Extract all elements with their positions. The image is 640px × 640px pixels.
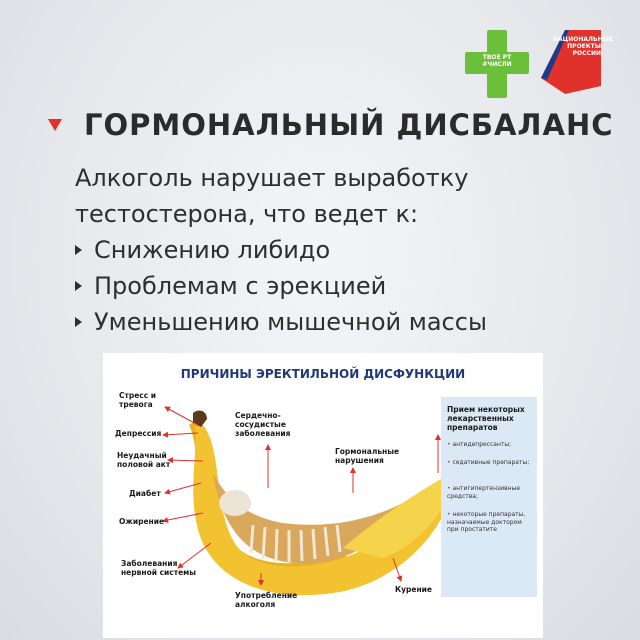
medication-box-header: Прием некоторых лекарственных препаратов [447, 405, 525, 432]
bullet-triangle-icon [75, 281, 82, 291]
body-text [75, 160, 595, 340]
bullet-item: Проблемам с эрекцией [75, 268, 595, 304]
logos [465, 30, 613, 100]
national-projects-logo [535, 30, 613, 94]
heading-row [48, 108, 614, 142]
label-diabetes: Диабет [129, 489, 161, 498]
label-sex: Неудачный половой акт [117, 451, 171, 469]
label-stress: Стресс и тревога [119, 391, 157, 409]
medication-item: • антигипертензивные средства; [447, 485, 521, 500]
page-title: ГОРМОНАЛЬНЫЙ ДИСБАЛАНС [84, 108, 614, 142]
health-logo-text: ТВОЕ РТ #ЧИСЛИ [482, 54, 512, 68]
diagram-title: ПРИЧИНЫ ЭРЕКТИЛЬНОЙ ДИСФУНКЦИИ [180, 367, 466, 381]
medication-item: • антидепрессанты; [447, 441, 512, 448]
bullet-triangle-icon [75, 317, 82, 327]
label-alcohol: Употребление алкоголя [235, 591, 298, 609]
label-depression: Депрессия [115, 429, 162, 438]
label-obesity: Ожирение [119, 517, 165, 526]
medication-box [441, 397, 537, 597]
medication-item: • некоторые препараты, назначаемые доктором при простатите [447, 511, 526, 533]
bullet-item: Снижению либидо [75, 232, 595, 268]
bullet-item: Уменьшению мышечной массы [75, 304, 595, 340]
label-nervous: Заболевания нервной системы [121, 559, 197, 577]
label-smoking: Курение [395, 585, 432, 594]
health-plus-logo [465, 30, 529, 98]
intro-line-2: тестостерона, что ведет к: [75, 200, 419, 228]
national-projects-text: НАЦИОНАЛЬНЫЕ ПРОЕКТЫ РОССИИ [553, 36, 613, 57]
intro-line-1: Алкоголь нарушает выработку [75, 164, 469, 192]
bullet-triangle-icon [75, 245, 82, 255]
triangle-down-icon [48, 119, 62, 131]
label-hormone: Гормональные нарушения [335, 447, 400, 465]
label-cardio: Сердечно-сосудистые заболевания [235, 411, 291, 438]
medication-item: • седативные препараты; [447, 459, 530, 466]
ed-causes-diagram [103, 353, 543, 638]
